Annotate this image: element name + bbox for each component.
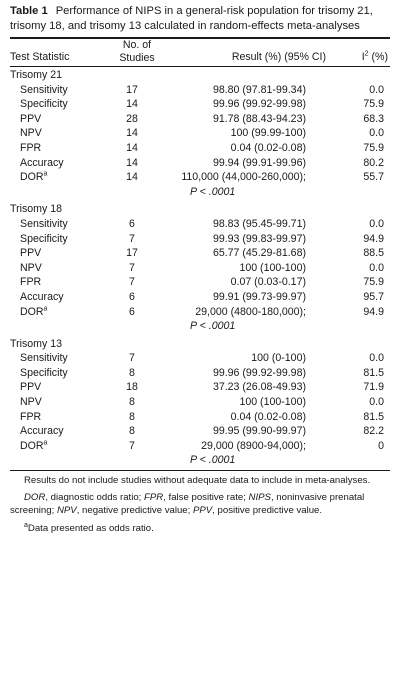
row-result: 37.23 (26.08-49.93): [212, 381, 306, 394]
row-no-of-studies: 7: [129, 439, 135, 452]
row-no-of-studies: 17: [126, 247, 138, 260]
row-result: 110,000 (44,000-260,000);: [181, 171, 306, 184]
footnote-marker: a: [43, 439, 48, 447]
table-row: [10, 217, 390, 232]
p-value: P < .0001: [190, 320, 236, 333]
table-row: [10, 246, 390, 261]
row-i2: 0.0: [369, 261, 384, 274]
abbreviation-term: DOR: [24, 492, 46, 504]
table-label: Table 1: [10, 5, 48, 17]
row-i2: 0.0: [369, 396, 384, 409]
row-no-of-studies: 28: [126, 112, 138, 125]
row-statistic: [10, 217, 110, 232]
table-row: [10, 141, 390, 156]
statistic-name: FPR: [20, 410, 42, 423]
row-no-of-studies: 14: [126, 141, 138, 154]
table-row: [10, 232, 390, 247]
row-statistic: [10, 126, 110, 141]
row-result: 0.04 (0.02-0.08): [230, 141, 306, 154]
footnotes: [10, 474, 390, 535]
table-row: [10, 112, 390, 127]
bottom-rule: [10, 470, 390, 471]
header-no-of-studies-line1: No. of: [122, 39, 152, 51]
row-statistic: [10, 156, 110, 171]
footnote-results: Results do not include studies without adequate data to include in meta-analyses.: [24, 475, 371, 487]
table-row: [10, 410, 390, 425]
abbreviation-definition: diagnostic odds ratio: [50, 492, 139, 504]
p-value-row: [10, 185, 390, 200]
row-no-of-studies: 6: [129, 290, 135, 303]
table-row: [10, 83, 390, 98]
abbreviation-term: NPV: [56, 505, 77, 517]
header-i2: [330, 39, 390, 65]
row-statistic: [10, 439, 110, 454]
row-result: 99.94 (99.91-99.96): [212, 156, 306, 169]
row-result: 99.95 (99.90-99.97): [212, 425, 306, 438]
row-i2: 94.9: [363, 305, 384, 318]
row-i2: 81.5: [363, 410, 384, 423]
row-no-of-studies: 6: [129, 305, 135, 318]
table-row: [10, 170, 390, 185]
row-no-of-studies: 14: [126, 156, 138, 169]
row-statistic: [10, 275, 110, 290]
abbreviation-term: PPV: [192, 505, 213, 517]
row-result: 99.93 (99.83-99.97): [212, 232, 306, 245]
header-row: [10, 39, 390, 65]
statistic-name: Sensitivity: [20, 352, 68, 365]
row-i2: 0.0: [369, 83, 384, 96]
statistic-name: NPV: [20, 396, 42, 409]
row-statistic: [10, 424, 110, 439]
statistic-name: Sensitivity: [20, 217, 68, 230]
table-row: [10, 261, 390, 276]
row-statistic: [10, 366, 110, 381]
statistic-name: DOR: [20, 305, 44, 318]
row-statistic: [10, 380, 110, 395]
row-no-of-studies: 7: [129, 352, 135, 365]
row-statistic: [10, 410, 110, 425]
row-statistic: [10, 305, 110, 320]
row-i2: 71.9: [363, 381, 384, 394]
group-title: Trisomy 21: [10, 69, 62, 81]
table-row: [10, 275, 390, 290]
row-statistic: [10, 246, 110, 261]
row-result: 100 (100-100): [239, 396, 306, 409]
row-statistic: [10, 112, 110, 127]
statistic-name: Accuracy: [20, 290, 64, 303]
row-i2: 68.3: [363, 112, 384, 125]
statistic-name: Sensitivity: [20, 83, 68, 96]
row-i2: 0.0: [369, 127, 384, 140]
row-i2: 95.7: [363, 290, 384, 303]
p-value: P < .0001: [190, 454, 236, 467]
statistic-name: PPV: [20, 112, 42, 125]
table-figure: [6, 0, 394, 535]
row-result: 0.04 (0.02-0.08): [230, 410, 306, 423]
statistic-name: Specificity: [20, 366, 68, 379]
footnote-marker: a: [43, 170, 48, 178]
row-i2: 55.7: [363, 171, 384, 184]
header-i2-letter: I: [361, 51, 365, 64]
row-no-of-studies: 7: [129, 276, 135, 289]
abbreviation-definition: false positive rate: [168, 492, 244, 504]
table-row: [10, 366, 390, 381]
row-result: 91.78 (88.43-94.23): [212, 112, 306, 125]
abbreviation-definition: negative predictive value: [82, 505, 188, 517]
row-statistic: [10, 97, 110, 112]
row-result: 99.91 (99.73-99.97): [212, 290, 306, 303]
row-statistic: [10, 290, 110, 305]
row-result: 29,000 (8900-94,000);: [201, 439, 306, 452]
statistic-name: Specificity: [20, 98, 68, 111]
row-result: 100 (100-100): [239, 261, 306, 274]
row-no-of-studies: 14: [126, 98, 138, 111]
abbreviation-definition: positive predictive value.: [217, 505, 323, 517]
table-caption: [10, 4, 390, 34]
caption-text: Performance of NIPS in a general-risk population for trisomy 21, trisomy 18, and trisomy 13 calculated in random-effects meta-analyses: [10, 5, 373, 32]
row-statistic: [10, 232, 110, 247]
group-title-row: [10, 67, 390, 83]
statistic-name: Specificity: [20, 232, 68, 245]
row-statistic: [10, 141, 110, 156]
row-result: 98.83 (95.45-99.71): [212, 217, 306, 230]
statistic-name: DOR: [20, 439, 44, 452]
abbreviation-term: NIPS: [248, 492, 271, 504]
table-row: [10, 156, 390, 171]
row-statistic: [10, 395, 110, 410]
abbreviation-term: FPR: [144, 492, 164, 504]
table-row: [10, 395, 390, 410]
row-result: 100 (0-100): [251, 352, 306, 365]
table-row: [10, 290, 390, 305]
statistic-name: DOR: [20, 171, 44, 184]
row-result: 0.07 (0.03-0.17): [230, 276, 306, 289]
footnote-marker: a: [24, 521, 28, 529]
group-title: Trisomy 18: [10, 203, 62, 216]
statistic-name: NPV: [20, 261, 42, 274]
row-i2: 94.9: [363, 232, 384, 245]
row-i2: 88.5: [363, 247, 384, 260]
table-row: [10, 424, 390, 439]
row-result: 99.96 (99.92-99.98): [212, 366, 306, 379]
row-i2: 0: [378, 439, 384, 452]
group-title: Trisomy 13: [10, 337, 62, 350]
footnote-odds-ratio-text: Data presented as odds ratio.: [27, 522, 154, 534]
row-no-of-studies: 7: [129, 232, 135, 245]
row-i2: 75.9: [363, 98, 384, 111]
abbreviation-definition: noninvasive prenatal screening: [10, 492, 365, 517]
footnote-marker: a: [43, 304, 48, 312]
row-no-of-studies: 8: [129, 366, 135, 379]
row-result: 99.96 (99.92-99.98): [212, 98, 306, 111]
statistic-name: Accuracy: [20, 156, 64, 169]
row-no-of-studies: 17: [126, 83, 138, 96]
p-value: P < .0001: [190, 185, 236, 198]
row-statistic: [10, 83, 110, 98]
row-statistic: [10, 261, 110, 276]
row-no-of-studies: 7: [129, 261, 135, 274]
statistic-name: PPV: [20, 247, 42, 260]
row-i2: 82.2: [363, 425, 384, 438]
table-row: [10, 439, 390, 454]
row-no-of-studies: 14: [126, 127, 138, 140]
row-result: 65.77 (45.29-81.68): [212, 247, 306, 260]
row-no-of-studies: 6: [129, 217, 135, 230]
footnote-abbreviations: DOR, diagnostic odds ratio; FPR, false positive rate; NIPS, noninvasive prenatal screening; NPV, negative predictive value; PPV, positive predictive value.: [10, 492, 365, 517]
header-no-of-studies: [110, 39, 164, 65]
row-no-of-studies: 18: [126, 381, 138, 394]
header-test-statistic: Test Statistic: [10, 51, 70, 64]
row-no-of-studies: 8: [129, 425, 135, 438]
row-i2: 81.5: [363, 366, 384, 379]
statistic-name: Accuracy: [20, 425, 64, 438]
row-result: 98.80 (97.81-99.34): [212, 83, 306, 96]
table-row: [10, 126, 390, 141]
header-result: Result (%) (95% CI): [231, 51, 326, 64]
header-i2-unit: (%): [368, 51, 388, 64]
group-title-row: [10, 201, 390, 217]
statistic-name: FPR: [20, 276, 42, 289]
results-table: [10, 39, 390, 468]
footnote-odds-ratio: [10, 522, 390, 535]
statistic-name: FPR: [20, 141, 42, 154]
row-result: 29,000 (4800-180,000);: [195, 305, 306, 318]
row-i2: 0.0: [369, 217, 384, 230]
group-title-row: [10, 336, 390, 352]
row-statistic: [10, 351, 110, 366]
row-i2: 0.0: [369, 352, 384, 365]
row-no-of-studies: 8: [129, 396, 135, 409]
table-row: [10, 351, 390, 366]
p-value-row: [10, 319, 390, 334]
row-no-of-studies: 14: [126, 171, 138, 184]
table-row: [10, 380, 390, 395]
row-statistic: [10, 170, 110, 185]
row-i2: 80.2: [363, 156, 384, 169]
p-value-row: [10, 453, 390, 468]
statistic-name: PPV: [20, 381, 42, 394]
header-i2-sup: 2: [364, 50, 369, 58]
row-i2: 75.9: [363, 276, 384, 289]
statistic-name: NPV: [20, 127, 42, 140]
table-row: [10, 305, 390, 320]
row-result: 100 (99.99-100): [230, 127, 306, 140]
row-no-of-studies: 8: [129, 410, 135, 423]
table-row: [10, 97, 390, 112]
row-i2: 75.9: [363, 141, 384, 154]
header-no-of-studies-line2: Studies: [119, 52, 155, 64]
